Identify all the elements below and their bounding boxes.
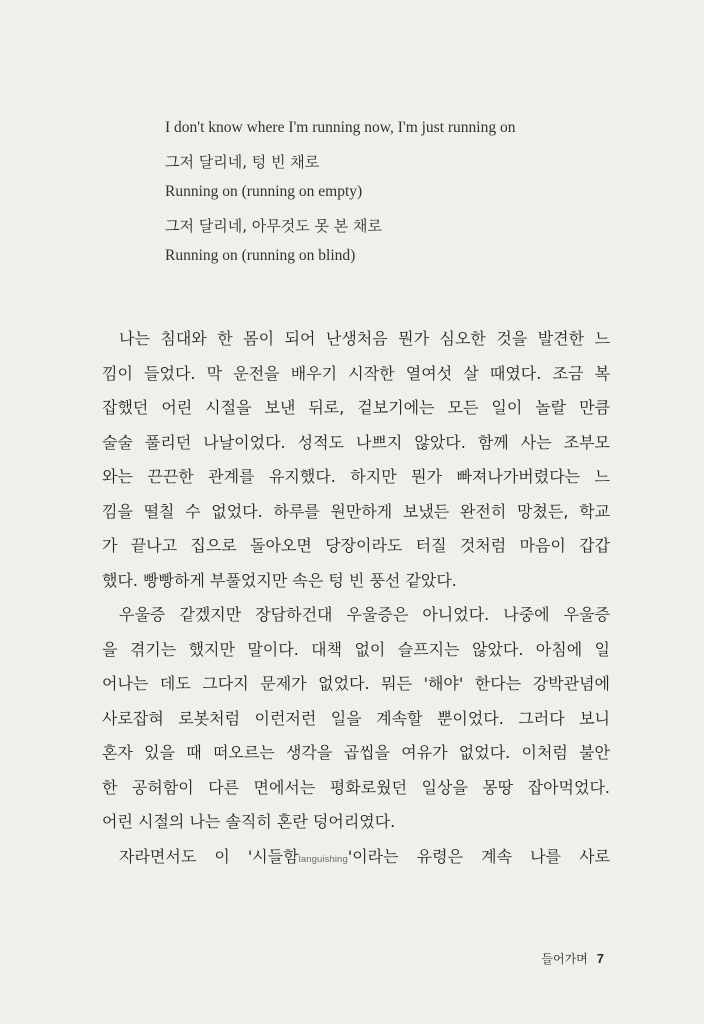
- paragraph-1-line: 가 끝나고 집으로 돌아오면 당장이라도 터질 것처럼 마음이 갑갑: [102, 536, 610, 555]
- lyric-line: Running on (running on empty): [165, 183, 363, 200]
- paragraph-1-line: 낌이 들었다. 막 운전을 배우기 시작한 열여섯 살 때였다. 조금 복: [102, 363, 610, 383]
- lyric-line: 그저 달리네, 텅 빈 채로: [165, 153, 320, 171]
- lyric-line: I don't know where I'm running now, I'm just running on: [165, 119, 516, 136]
- paragraph-2-line: 사로잡혀 로봇처럼 이런저런 일을 계속할 뿐이었다. 그러다 보니: [102, 708, 610, 728]
- paragraph-2-line: 한 공허함이 다른 면에서는 평화로웠던 일상을 몽땅 잡아먹었다.: [102, 777, 610, 797]
- paragraph-3-text: 자라면서도 이 '시들함: [119, 846, 299, 866]
- paragraph-2-line: 우울증 같겠지만 장담하건대 우울증은 아니었다. 나중에 우울증: [119, 605, 610, 624]
- paragraph-3-text: '이라는 유령은 계속 나를 사로: [347, 846, 610, 866]
- song-lyrics-excerpt: [165, 118, 645, 266]
- paragraph-1-line: 낌을 떨칠 수 없었다. 하루를 원만하게 보냈든 완전히 망쳤든, 학교: [102, 501, 610, 521]
- paragraph-1-line: 잡했던 어린 시절을 보낸 뒤로, 겉보기에는 모든 일이 놀랄 만큼: [102, 398, 610, 417]
- paragraph-2-line: 어나는 데도 그다지 문제가 없었다. 뭐든 '해야' 한다는 강박관념에: [102, 674, 610, 693]
- paragraph-1-line: 술술 풀리던 나날이었다. 성적도 나쁘지 않았다. 함께 사는 조부모: [102, 432, 610, 452]
- paragraph-3-line: [102, 840, 610, 875]
- paragraph-1-line: 나는 침대와 한 몸이 되어 난생처음 뭔가 심오한 것을 발견한 느: [119, 329, 610, 348]
- paragraph-2-line: 을 겪기는 했지만 말이다. 대책 없이 슬프지는 않았다. 아침에 일: [102, 639, 610, 659]
- page-number: 7: [596, 951, 604, 966]
- lyric-line: Running on (running on blind): [165, 247, 356, 264]
- paragraph-1-line: 했다. 빵빵하게 부풀었지만 속은 텅 빈 풍선 같았다.: [102, 570, 457, 590]
- paragraph-2-line: 어린 시절의 나는 솔직히 혼란 덩어리였다.: [102, 812, 396, 831]
- paragraph-1-line: 와는 끈끈한 관계를 유지했다. 하지만 뭔가 빠져나가버렸다는 느: [102, 467, 610, 486]
- body-text: [102, 322, 610, 874]
- lyric-line: 그저 달리네, 아무것도 못 본 채로: [165, 217, 382, 235]
- paragraph-2-line: 혼자 있을 때 떠오르는 생각을 곱씹을 여유가 없었다. 이처럼 불안: [102, 743, 610, 762]
- section-title: 들어가며: [541, 952, 588, 966]
- page-footer: [541, 950, 604, 967]
- english-gloss: languishing: [298, 853, 348, 865]
